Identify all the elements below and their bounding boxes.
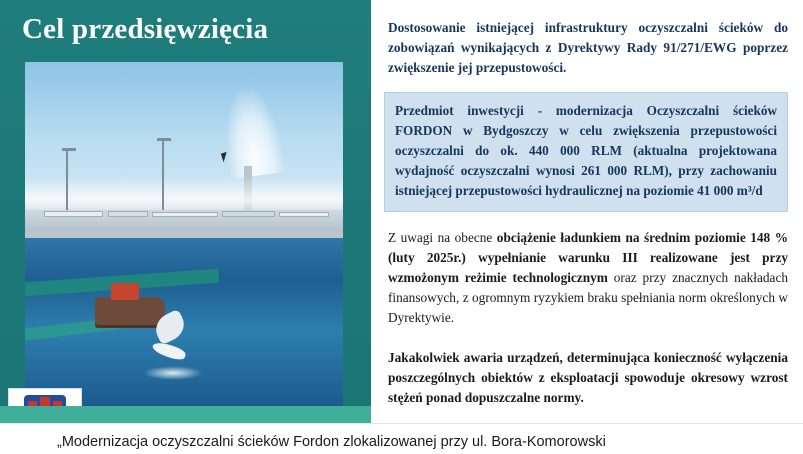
body-paragraph	[388, 228, 788, 328]
callout-box: Przedmiot inwestycji - modernizacja Oczyszczalni ścieków FORDON w Bydgoszczy w celu zwiększenia przepustowości oczyszczalni do ok. 440 000 RLM (aktualna projektowana wydajność oczyszczalni wynosi 261 000 RLM), przy zachowaniu istniejącej przepustowości hydraulicznej na poziomie 41 000 m³/d	[384, 92, 788, 212]
building-1	[44, 211, 103, 216]
last-paragraph: Jakakolwiek awaria urządzeń, determinująca konieczność wyłączenia poszczególnych obiektów z eksploatacji spowoduje okresowy wzrost stężeń ponad dopuszczalne normy.	[388, 350, 788, 405]
building-4	[222, 211, 275, 217]
moored-boat	[95, 297, 165, 328]
body-lead: Z uwagi na obecne	[388, 230, 497, 245]
intro-paragraph: Dostosowanie istniejącej infrastruktury oczyszczalni ścieków do zobowiązań wynikających z Dyrektywy Rady 91/271/EWG poprzez zwiększenie jej przepustowości.	[388, 20, 788, 75]
light-pole-2	[162, 138, 164, 210]
light-pole-1	[66, 148, 68, 210]
body-bold-2: wypełnianie warunku III realizowane jest przy wzmożonym reżimie technologicznym	[388, 249, 788, 285]
building-5	[279, 212, 329, 217]
caption-text: „Modernizacja oczyszczalni ścieków Fordon zlokalizowanej przy ul. Bora-Komorowski	[57, 434, 606, 450]
body-bold-1: obciążenie ładunkiem na średnim poziomie 148 % (luty 2025r.)	[388, 230, 788, 265]
right-text-column	[380, 0, 795, 426]
body-tail: oraz przy znacznych nakładach finansowych, z ogromnym ryzykiem braku spełniania norm określonych w Dyrektywie.	[388, 269, 788, 325]
light-pole-1-lamp	[62, 148, 76, 151]
light-pole-2-lamp	[157, 138, 171, 141]
water-splash	[143, 366, 203, 380]
boat-cabin	[111, 283, 140, 300]
building-2	[108, 211, 148, 217]
caption-green-strip	[0, 406, 371, 424]
horizon-haze	[25, 176, 343, 211]
building-3	[152, 212, 218, 217]
page-title: Cel przedsięwzięcia	[22, 13, 269, 45]
wastewater-treatment-plant-photo	[25, 62, 343, 407]
